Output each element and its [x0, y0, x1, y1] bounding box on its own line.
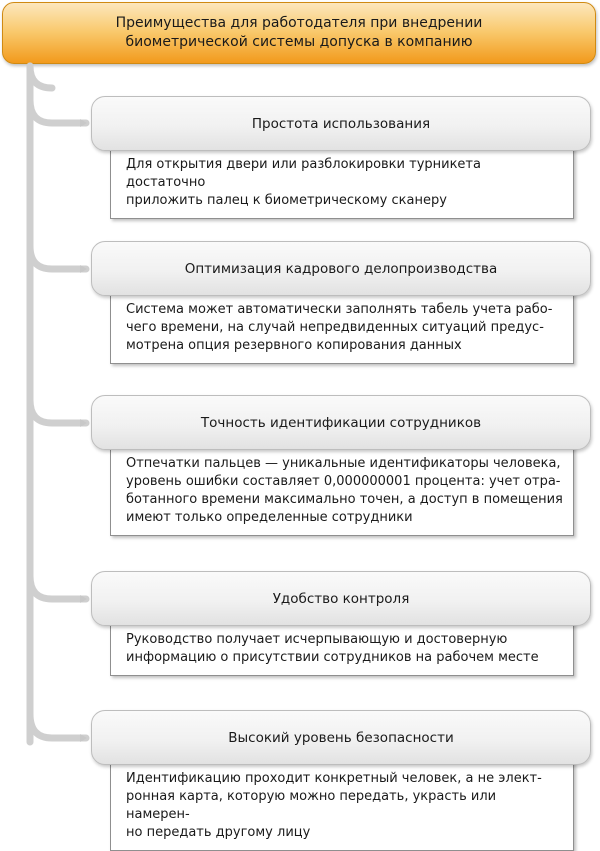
benefit-card-2	[91, 241, 591, 364]
benefit-card-1	[91, 96, 591, 219]
arrow-2	[30, 246, 86, 269]
benefit-card-5	[91, 710, 591, 851]
diagram-title	[2, 2, 596, 64]
benefit-heading: Оптимизация кадрового делопроизводства	[91, 241, 591, 296]
benefit-card-4	[91, 571, 591, 676]
arrow-4	[30, 576, 86, 599]
benefit-heading: Точность идентификации сотрудников	[91, 395, 591, 450]
benefit-description: Для открытия двери или разблокировки турникета достаточно приложить палец к биометрическому сканеру	[110, 145, 574, 219]
benefit-heading: Удобство контроля	[91, 571, 591, 626]
arrow-1	[30, 100, 86, 123]
arrow-3	[30, 400, 86, 423]
benefit-description: Отпечатки пальцев — уникальные идентификаторы человека, уровень ошибки составляет 0,000000001 процента: учет отра- ботанного времени максимально точен, а доступ в помещения имеют только определенные сотрудники	[110, 444, 574, 536]
benefit-heading: Высокий уровень безопасности	[91, 710, 591, 765]
benefit-card-3	[91, 395, 591, 536]
arrow-5	[30, 714, 86, 738]
benefit-heading: Простота использования	[91, 96, 591, 151]
benefit-description: Руководство получает исчерпывающую и достоверную информацию о присутствии сотрудников на рабочем месте	[110, 620, 574, 676]
benefit-description: Идентификацию проходит конкретный человек, а не элект- ронная карта, которую можно передать, украсть или намерен- но передать другому лицу	[110, 759, 574, 851]
diagram-title-text: Преимущества для работодателя при внедрении биометрической системы допуска в компанию	[115, 15, 483, 50]
benefit-description: Система может автоматически заполнять табель учета рабо- чего времени, на случай непредвиденных ситуаций предус- мотрена опция резервного копирования данных	[110, 290, 574, 364]
